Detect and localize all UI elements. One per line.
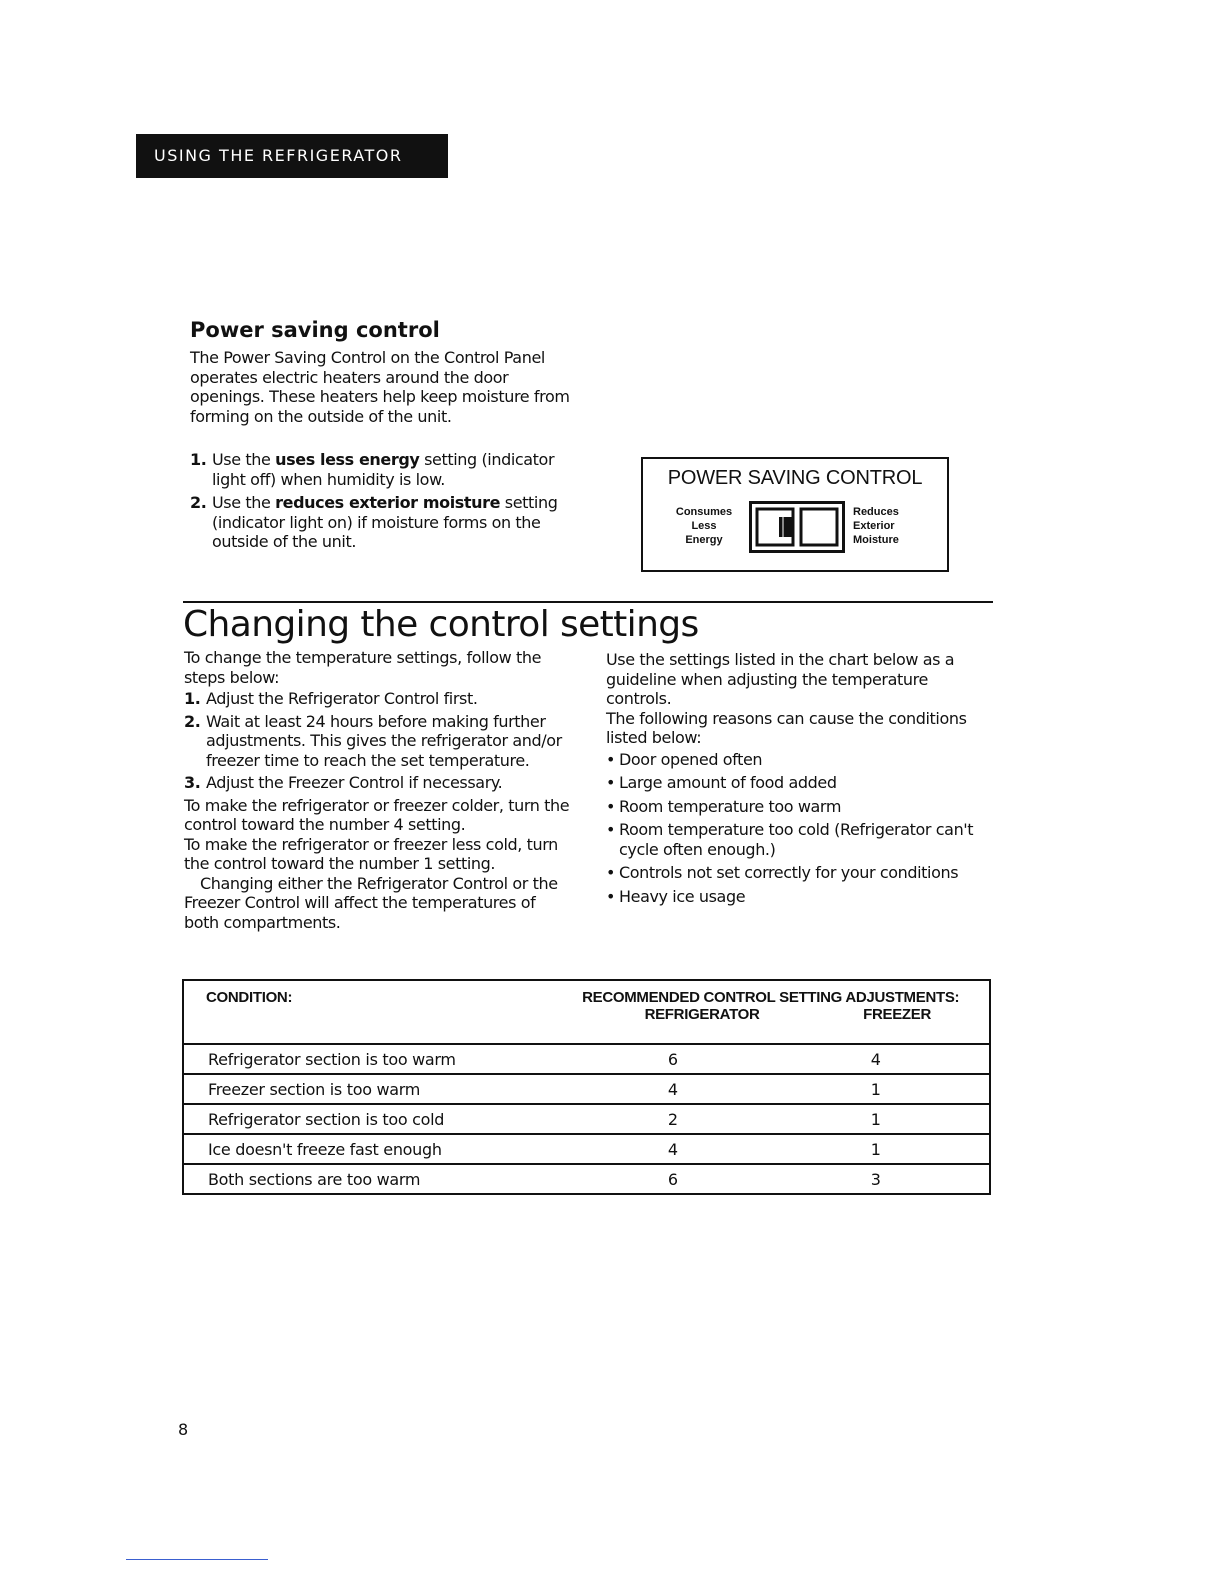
table-row (183, 1044, 990, 1074)
step-number: 3. (184, 773, 201, 792)
item-number: 1. (190, 450, 207, 469)
diagram-left-label (661, 505, 747, 547)
power-saving-item (190, 450, 580, 489)
section-header-label: USING THE REFRIGERATOR (154, 146, 403, 165)
section-divider (183, 601, 993, 603)
changing-steps (184, 689, 574, 793)
right-label-line: Exterior (853, 520, 895, 532)
step-text: Wait at least 24 hours before making further adjustments. This gives the refrigerator and/or freezer time to reach the set temperature. (206, 711, 562, 770)
freezer-cell: 1 (787, 1134, 990, 1164)
section-header (136, 134, 448, 178)
table-row (183, 1104, 990, 1134)
chart-guide: Use the settings listed in the chart below as a guideline when adjusting the temperature controls. (606, 650, 955, 708)
condition-cell: Refrigerator section is too cold (183, 1104, 558, 1134)
table-row (183, 1134, 990, 1164)
item-text-bold: uses less energy (275, 450, 420, 469)
rocker-switch-icon (749, 501, 845, 553)
step-number: 1. (184, 689, 201, 708)
refrigerator-cell: 4 (558, 1134, 787, 1164)
table-row (183, 1074, 990, 1104)
condition-cell: Both sections are too warm (183, 1164, 558, 1194)
power-saving-item (190, 493, 580, 552)
power-saving-heading: Power saving control (190, 318, 440, 342)
recommended-header-title: RECOMMENDED CONTROL SETTING ADJUSTMENTS: (582, 989, 960, 1006)
step-number: 2. (184, 711, 201, 731)
condition-header: CONDITION: (183, 980, 558, 1044)
power-saving-intro: The Power Saving Control on the Control Panel operates electric heaters around the door openings. These heaters help keep moisture from forming on the outside of the unit. (190, 348, 570, 426)
item-text-pre: Use the (212, 493, 276, 512)
item-text-bold: reduces exterior moisture (275, 493, 501, 512)
recommended-subheaders (582, 1006, 989, 1023)
condition-cell: Ice doesn't freeze fast enough (183, 1134, 558, 1164)
freezer-cell: 1 (787, 1104, 990, 1134)
power-saving-diagram (641, 457, 949, 572)
reasons-list (606, 750, 991, 907)
refrigerator-cell: 2 (558, 1104, 787, 1134)
item-text-pre: Use the (212, 450, 276, 469)
step-item (184, 712, 574, 771)
item-number: 2. (190, 493, 207, 512)
changing-left-column (184, 648, 574, 932)
diagram-title: POWER SAVING CONTROL (667, 467, 923, 489)
power-saving-list (190, 450, 580, 556)
reason-item: • Room temperature too warm (606, 797, 991, 817)
condition-cell: Freezer section is too warm (183, 1074, 558, 1104)
right-label-line: Moisture (853, 534, 899, 546)
reason-item: • Door opened often (606, 750, 991, 770)
footer-rule (126, 1559, 268, 1560)
reason-item: • Room temperature too cold (Refrigerator can't cycle often enough.) (606, 820, 991, 859)
right-label-line: Reduces (853, 506, 899, 518)
freezer-cell: 1 (787, 1074, 990, 1104)
colder-instruction: To make the refrigerator or freezer colder, turn the control toward the number 4 setting. (184, 795, 570, 834)
left-label-line: Consumes (675, 506, 733, 518)
table-header-row (183, 980, 990, 1044)
reason-item: • Heavy ice usage (606, 887, 991, 907)
freezer-cell: 4 (787, 1044, 990, 1074)
changing-heading: Changing the control settings (183, 604, 699, 645)
refrigerator-cell: 6 (558, 1164, 787, 1194)
page-number: 8 (178, 1420, 189, 1439)
freezer-cell: 3 (787, 1164, 990, 1194)
left-label-line: Energy (685, 534, 723, 546)
diagram-right-label (853, 505, 923, 547)
refrigerator-cell: 6 (558, 1044, 787, 1074)
refrigerator-header: REFRIGERATOR (644, 1006, 760, 1023)
left-label-line: Less (691, 520, 717, 532)
step-text: Adjust the Refrigerator Control first. (206, 689, 478, 708)
freezer-header: FREEZER (863, 1006, 932, 1023)
reason-item: • Controls not set correctly for your conditions (606, 863, 991, 883)
less-cold-instruction: To make the refrigerator or freezer less cold, turn the control toward the number 1 setting. (184, 834, 558, 873)
step-item (184, 689, 574, 709)
reasons-intro: The following reasons can cause the conditions listed below: (606, 708, 967, 747)
changing-intro: To change the temperature settings, follow the steps below: (184, 648, 542, 687)
changing-right-column (606, 650, 991, 910)
item-text-post: setting (indicator light on) if moisture forms on the outside of the unit. (212, 493, 558, 551)
recommended-header (558, 980, 990, 1044)
item-text-post: setting (indicator light off) when humidity is low. (212, 450, 555, 489)
step-item (184, 773, 574, 793)
settings-table (182, 979, 991, 1195)
step-text: Adjust the Freezer Control if necessary. (206, 773, 503, 792)
condition-cell: Refrigerator section is too warm (183, 1044, 558, 1074)
refrigerator-cell: 4 (558, 1074, 787, 1104)
reason-item: • Large amount of food added (606, 773, 991, 793)
compartment-note: Changing either the Refrigerator Control or the Freezer Control will affect the temperatures of both compartments. (184, 873, 558, 932)
table-row (183, 1164, 990, 1194)
